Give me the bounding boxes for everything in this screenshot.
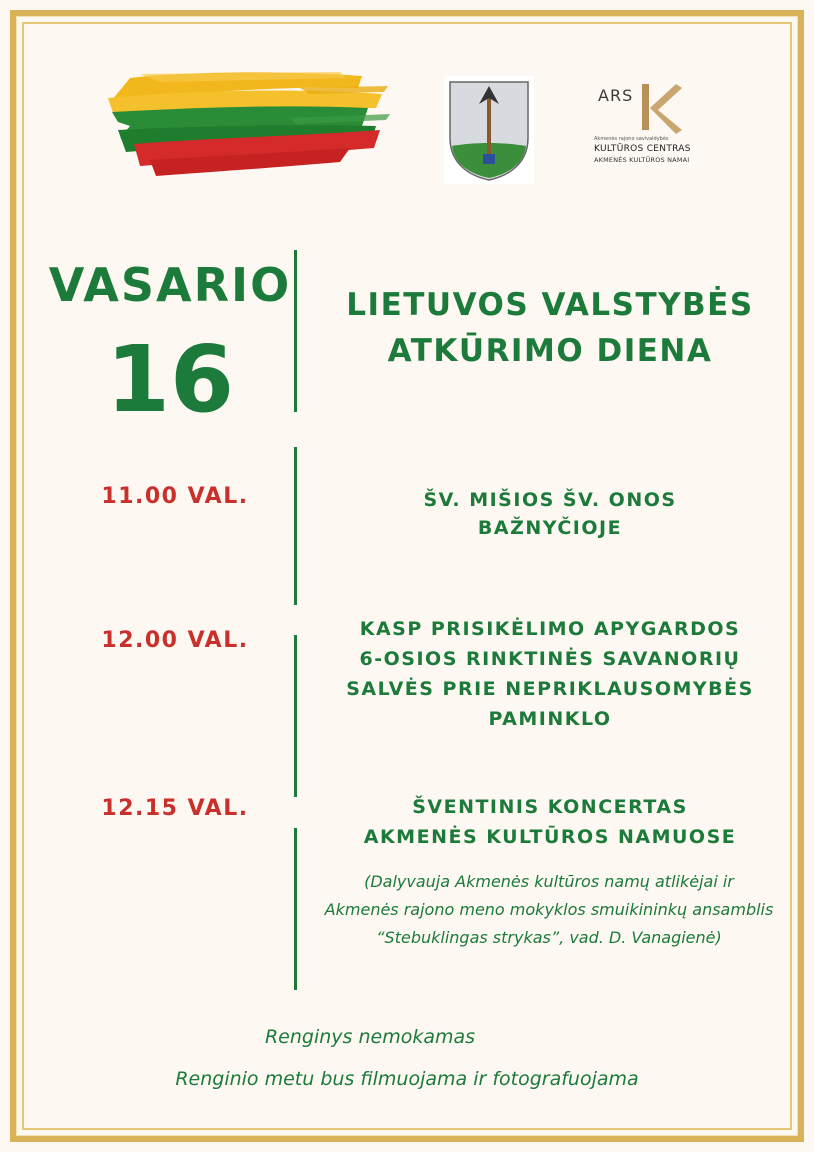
ars-subtitle-3: AKMENĖS KULTŪROS NAMAI	[594, 156, 690, 164]
ars-k-icon	[638, 82, 684, 134]
gold-frame-inner	[22, 22, 792, 1130]
performers-note	[296, 868, 802, 952]
event-3-line-1: ŠVENTINIS KONCERTAS	[412, 796, 688, 818]
event-description-3	[310, 792, 790, 852]
divider-event-2	[294, 635, 297, 797]
event-2-line-2: 6-OSIOS RINKTINĖS SAVANORIŲ	[359, 648, 741, 670]
event-title-line-2: ATKŪRIMO DIENA	[387, 333, 713, 369]
event-title	[310, 282, 790, 374]
lithuanian-flag-brush-icon	[100, 68, 390, 180]
event-title-line-1: LIETUVOS VALSTYBĖS	[346, 287, 754, 323]
event-1-line-2: BAŽNYČIOJE	[477, 517, 623, 539]
event-2-line-1: KASP PRISIKĖLIMO APYGARDOS	[359, 618, 741, 640]
coat-of-arms-icon	[444, 76, 534, 184]
event-2-line-3: SALVĖS PRIE NEPRIKLAUSOMYBĖS	[346, 678, 754, 700]
ars-logo	[594, 82, 704, 174]
ars-logo-mark: ARS	[598, 86, 634, 105]
note-line-3: “Stebuklingas strykas”, vad. D. Vanagienė)	[376, 928, 722, 947]
ars-subtitle-2: KULTŪROS CENTRAS	[594, 144, 691, 154]
divider-title	[294, 250, 297, 412]
date-day: 16	[105, 326, 235, 433]
filming-notice: Renginio metu bus filmuojama ir fotografuojama	[175, 1068, 639, 1090]
event-description-2	[310, 614, 790, 734]
event-description-1	[310, 486, 790, 542]
note-line-2: Akmenės rajono meno mokyklos smuikininkų ansamblis	[324, 900, 774, 919]
event-time-2: 12.00 VAL.	[101, 628, 249, 653]
event-3-line-2: AKMENĖS KULTŪROS NAMUOSE	[363, 826, 737, 848]
free-entry-text: Renginys nemokamas	[264, 1026, 476, 1048]
event-1-line-1: ŠV. MIŠIOS ŠV. ONOS	[423, 489, 677, 511]
event-time-1: 11.00 VAL.	[101, 484, 249, 509]
date-month: VASARIO	[48, 258, 292, 312]
ars-subtitle-1: Akmenės rajono savivaldybės	[594, 136, 669, 142]
note-line-1: (Dalyvauja Akmenės kultūros namų atlikėjai ir	[364, 872, 734, 891]
event-time-3: 12.15 VAL.	[101, 796, 249, 821]
divider-event-1	[294, 447, 297, 605]
event-2-line-4: PAMINKLO	[488, 708, 612, 730]
